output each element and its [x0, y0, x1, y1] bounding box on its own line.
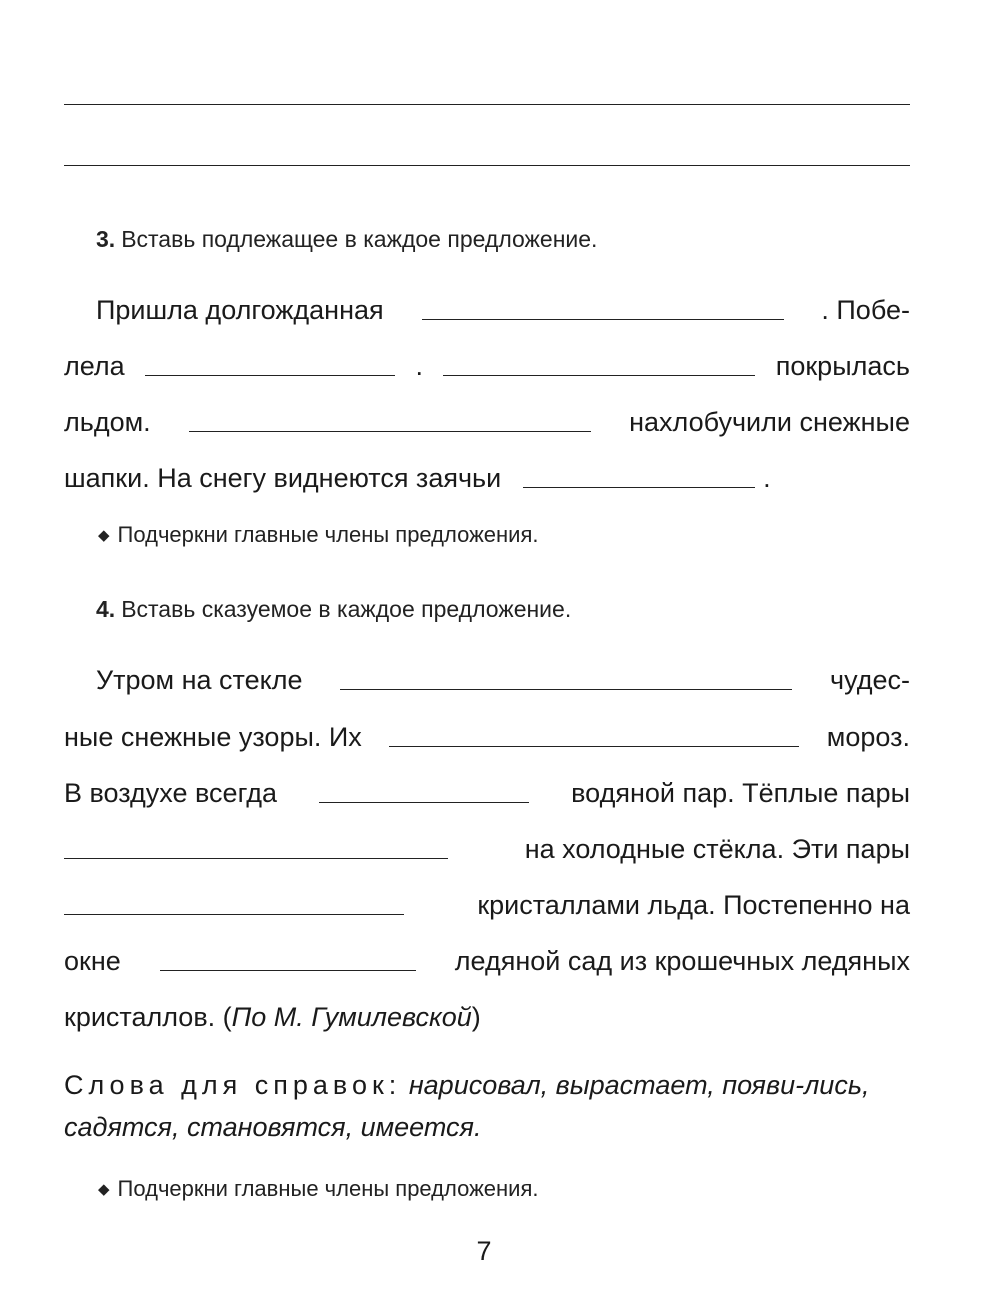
blank-field[interactable]	[64, 858, 448, 859]
blank-field[interactable]	[189, 431, 591, 432]
blank-field[interactable]	[443, 375, 755, 376]
task3-instruction: 3. Вставь подлежащее в каждое предложение.	[96, 226, 598, 252]
diamond-bullet-icon: ◆	[98, 1181, 110, 1198]
task4-number: 4.	[96, 596, 116, 622]
diamond-bullet-icon: ◆	[98, 527, 110, 544]
reference-label: Слова для справок:	[64, 1070, 402, 1100]
task3-note: ◆ Подчеркни главные члены предложения.	[98, 522, 539, 547]
task4-line-7: кристаллов. ( По М. Гумилевской )	[64, 1002, 481, 1032]
task4-line-5: кристаллами льда. Постепенно на	[64, 865, 910, 921]
task4-line-3: В воздухе всегда водяной пар. Тёплые пары	[64, 778, 910, 808]
task4-note: ◆ Подчеркни главные члены предложения.	[98, 1176, 539, 1201]
blank-field[interactable]	[319, 802, 529, 803]
task3-line-1: Пришла долгожданная . Побе-	[96, 295, 910, 325]
task4-instruction: 4. Вставь сказуемое в каждое предложение.	[96, 596, 572, 622]
task3-number: 3.	[96, 226, 116, 252]
task3-line-2: лела . покрылась	[64, 351, 910, 381]
task4-line-4: на холодные стёкла. Эти пары	[64, 809, 910, 865]
source-author: По М. Гумилевской	[231, 1002, 472, 1032]
task4-line-2: ные снежные узоры. Их мороз.	[64, 722, 910, 752]
reference-list: нарисовал, вырастает, появи-лись, садятся, становятся, имеется.	[64, 1070, 870, 1142]
answer-line-2[interactable]	[64, 165, 910, 166]
blank-field[interactable]	[389, 746, 799, 747]
task3-line-3: льдом. нахлобучили снежные	[64, 407, 910, 437]
reference-words	[64, 1064, 910, 1148]
blank-field[interactable]	[145, 375, 395, 376]
task3-line-4: шапки. На снегу виднеются заячьи .	[64, 463, 771, 493]
task4-line-6: окне ледяной сад из крошечных ледяных	[64, 946, 910, 976]
blank-field[interactable]	[422, 319, 784, 320]
task4-line-1: Утром на стекле чудес-	[96, 665, 910, 695]
page-number: 7	[476, 1236, 492, 1266]
blank-field[interactable]	[160, 970, 416, 971]
blank-field[interactable]	[340, 689, 792, 690]
blank-field[interactable]	[523, 487, 755, 488]
blank-field[interactable]	[64, 914, 404, 915]
answer-line-1[interactable]	[64, 104, 910, 105]
